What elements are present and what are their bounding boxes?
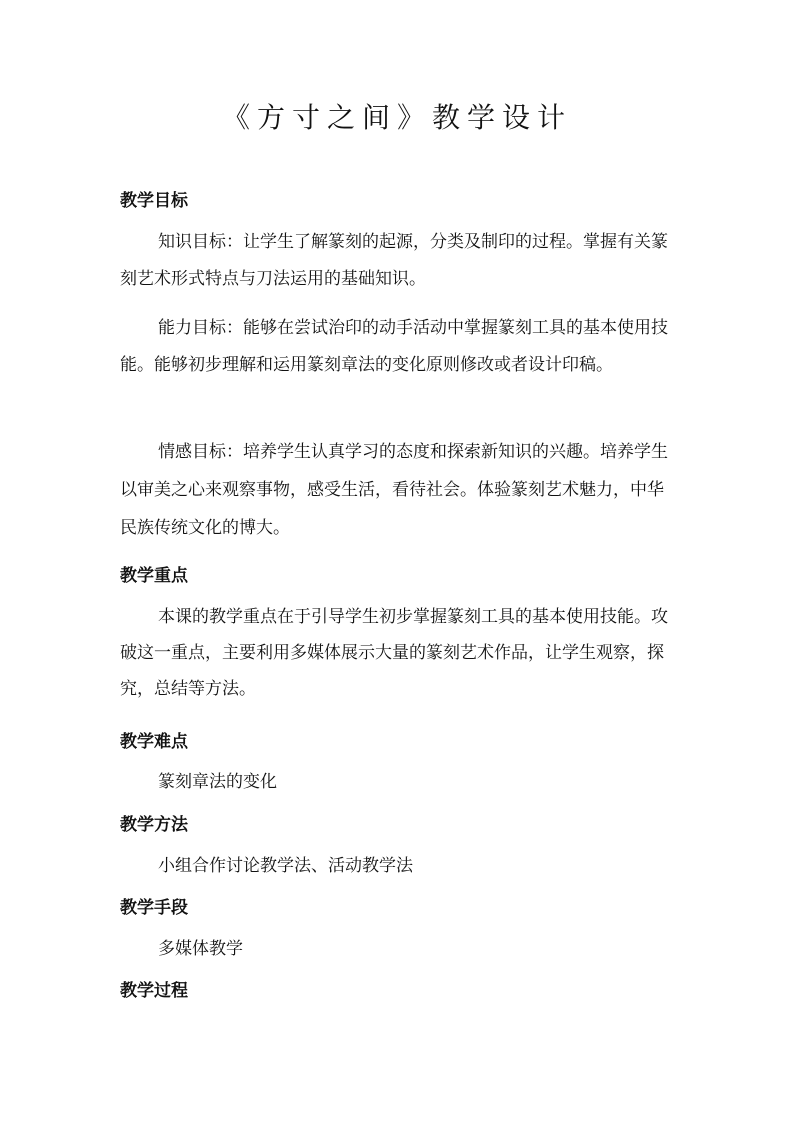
paragraph-knowledge-objective: 知识目标：让学生了解篆刻的起源，分类及制印的过程。掌握有关篆刻艺术形式特点与刀法运用的基础知识。 bbox=[120, 232, 668, 289]
text-difficulties: 篆刻章法的变化 bbox=[158, 772, 277, 792]
paragraph-emotion-objective: 情感目标：培养学生认真学习的态度和探索新知识的兴趣。培养学生以审美之心来观察事物，感受生活，看待社会。体验篆刻艺术魅力，中华民族传统文化的博大。 bbox=[120, 442, 668, 538]
paragraph-key-points: 本课的教学重点在于引导学生初步掌握篆刻工具的基本使用技能。攻破这一重点，主要利用多媒体展示大量的篆刻艺术作品，让学生观察，探究，总结等方法。 bbox=[120, 607, 668, 699]
paragraph-ability-objective: 能力目标：能够在尝试治印的动手活动中掌握篆刻工具的基本使用技能。能够初步理解和运用篆刻章法的变化原则修改或者设计印稿。 bbox=[120, 318, 668, 375]
heading-means: 教学手段 bbox=[120, 898, 188, 918]
text-means: 多媒体教学 bbox=[158, 939, 243, 959]
text-methods: 小组合作讨论教学法、活动教学法 bbox=[158, 856, 413, 876]
heading-difficulties: 教学难点 bbox=[120, 732, 188, 752]
heading-methods: 教学方法 bbox=[120, 815, 188, 835]
heading-process: 教学过程 bbox=[120, 981, 188, 1001]
heading-key-points: 教学重点 bbox=[120, 566, 188, 586]
document-title: 《方寸之间》教学设计 bbox=[221, 101, 572, 134]
heading-objectives: 教学目标 bbox=[120, 191, 188, 211]
